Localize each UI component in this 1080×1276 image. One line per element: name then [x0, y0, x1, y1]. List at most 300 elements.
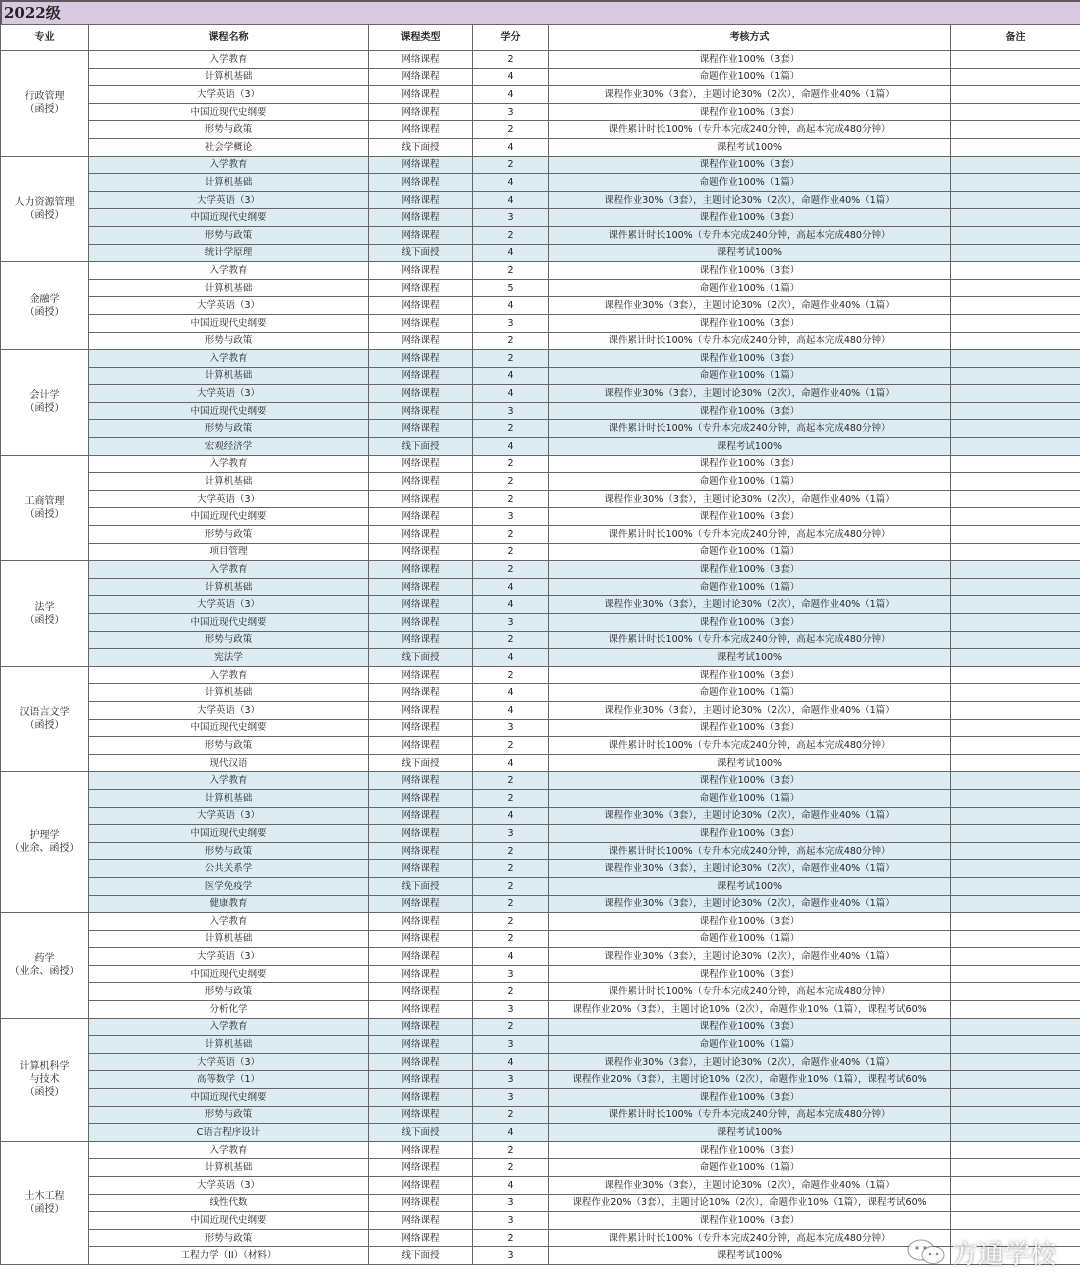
table-row	[1, 138, 1080, 156]
course-name-cell: 形势与政策	[89, 526, 369, 544]
remarks-cell	[951, 543, 1080, 561]
assessment-cell: 课件累计时长100%（专升本完成240分钟，高起本完成480分钟）	[549, 121, 951, 139]
credits-cell: 4	[473, 684, 549, 702]
table-row	[1, 262, 1080, 280]
assessment-cell: 课程作业100%（3套）	[549, 772, 951, 790]
assessment-cell: 命题作业100%（1篇）	[549, 578, 951, 596]
course-name-cell: 大学英语（3）	[89, 191, 369, 209]
assessment-cell: 课程作业100%（3套）	[549, 965, 951, 983]
remarks-cell	[951, 913, 1080, 931]
course-type-cell: 网络课程	[369, 965, 473, 983]
course-name-cell: 高等数学（1）	[89, 1071, 369, 1089]
table-row	[1, 455, 1080, 473]
assessment-cell: 课程作业30%（3套），主题讨论30%（2次），命题作业40%（1篇）	[549, 948, 951, 966]
course-type-cell: 网络课程	[369, 68, 473, 86]
course-type-cell: 网络课程	[369, 825, 473, 843]
assessment-cell: 课程作业100%（3套）	[549, 561, 951, 579]
credits-cell: 4	[473, 174, 549, 192]
remarks-cell	[951, 1036, 1080, 1054]
header-course-type: 课程类型	[369, 25, 473, 51]
table-row	[1, 526, 1080, 544]
remarks-cell	[951, 1177, 1080, 1195]
course-type-cell: 网络课程	[369, 226, 473, 244]
course-name-cell: 宏观经济学	[89, 438, 369, 456]
table-row	[1, 860, 1080, 878]
course-type-cell: 线下面授	[369, 244, 473, 262]
course-type-cell: 网络课程	[369, 913, 473, 931]
table-row	[1, 649, 1080, 667]
remarks-cell	[951, 209, 1080, 227]
table-row	[1, 438, 1080, 456]
remarks-cell	[951, 1124, 1080, 1142]
course-type-cell: 网络课程	[369, 1141, 473, 1159]
course-type-cell: 网络课程	[369, 262, 473, 280]
credits-cell: 4	[473, 385, 549, 403]
credits-cell: 2	[473, 262, 549, 280]
credits-cell: 4	[473, 138, 549, 156]
course-name-cell: 计算机基础	[89, 930, 369, 948]
assessment-cell: 课程作业100%（3套）	[549, 508, 951, 526]
course-table	[0, 24, 1080, 1265]
course-name-cell: 宪法学	[89, 649, 369, 667]
credits-cell: 2	[473, 121, 549, 139]
table-row	[1, 772, 1080, 790]
header-credits: 学分	[473, 25, 549, 51]
table-row	[1, 121, 1080, 139]
credits-cell: 3	[473, 965, 549, 983]
course-name-cell: 大学英语（3）	[89, 1177, 369, 1195]
table-row	[1, 666, 1080, 684]
table-body	[1, 51, 1080, 1265]
credits-cell: 3	[473, 1247, 549, 1265]
course-name-cell: 健康教育	[89, 895, 369, 913]
table-row	[1, 1036, 1080, 1054]
course-name-cell: 中国近现代史纲要	[89, 1212, 369, 1230]
course-name-cell: 形势与政策	[89, 737, 369, 755]
assessment-cell: 课程考试100%	[549, 1247, 951, 1265]
remarks-cell	[951, 983, 1080, 1001]
table-row	[1, 543, 1080, 561]
assessment-cell: 命题作业100%（1篇）	[549, 930, 951, 948]
course-type-cell: 网络课程	[369, 948, 473, 966]
remarks-cell	[951, 631, 1080, 649]
table-row	[1, 279, 1080, 297]
assessment-cell: 课程作业100%（3套）	[549, 614, 951, 632]
credits-cell: 2	[473, 631, 549, 649]
credits-cell: 4	[473, 86, 549, 104]
course-type-cell: 网络课程	[369, 121, 473, 139]
assessment-cell: 课程考试100%	[549, 649, 951, 667]
course-name-cell: 大学英语（3）	[89, 807, 369, 825]
course-name-cell: 入学教育	[89, 1141, 369, 1159]
course-type-cell: 网络课程	[369, 860, 473, 878]
assessment-cell: 课程作业100%（3套）	[549, 1212, 951, 1230]
course-type-cell: 网络课程	[369, 526, 473, 544]
watermark	[906, 1234, 1056, 1270]
assessment-cell: 课程作业100%（3套）	[549, 314, 951, 332]
table-row	[1, 789, 1080, 807]
course-type-cell: 网络课程	[369, 701, 473, 719]
assessment-cell: 课程作业100%（3套）	[549, 455, 951, 473]
remarks-cell	[951, 402, 1080, 420]
course-type-cell: 网络课程	[369, 1089, 473, 1107]
course-type-cell: 网络课程	[369, 1212, 473, 1230]
assessment-cell: 课程作业100%（3套）	[549, 913, 951, 931]
credits-cell: 2	[473, 543, 549, 561]
assessment-cell: 课件累计时长100%（专升本完成240分钟，高起本完成480分钟）	[549, 332, 951, 350]
table-row	[1, 314, 1080, 332]
course-name-cell: 中国近现代史纲要	[89, 719, 369, 737]
assessment-cell: 课件累计时长100%（专升本完成240分钟，高起本完成480分钟）	[549, 526, 951, 544]
course-name-cell: 计算机基础	[89, 68, 369, 86]
assessment-cell: 命题作业100%（1篇）	[549, 1159, 951, 1177]
course-name-cell: 大学英语（3）	[89, 596, 369, 614]
course-name-cell: 入学教育	[89, 350, 369, 368]
course-name-cell: 社会学概论	[89, 138, 369, 156]
course-name-cell: 线性代数	[89, 1194, 369, 1212]
assessment-cell: 课程作业100%（3套）	[549, 350, 951, 368]
course-name-cell: 项目管理	[89, 543, 369, 561]
course-name-cell: 形势与政策	[89, 842, 369, 860]
credits-cell: 2	[473, 455, 549, 473]
course-name-cell: 入学教育	[89, 1018, 369, 1036]
major-cell: 金融学 （函授）	[1, 262, 89, 350]
credits-cell: 3	[473, 402, 549, 420]
course-type-cell: 网络课程	[369, 631, 473, 649]
credits-cell: 2	[473, 332, 549, 350]
assessment-cell: 课程作业100%（3套）	[549, 1141, 951, 1159]
major-cell: 药学 （业余、函授）	[1, 913, 89, 1019]
assessment-cell: 课程作业30%（3套），主题讨论30%（2次），命题作业40%（1篇）	[549, 490, 951, 508]
assessment-cell: 课程作业100%（3套）	[549, 1089, 951, 1107]
credits-cell: 3	[473, 614, 549, 632]
assessment-cell: 命题作业100%（1篇）	[549, 68, 951, 86]
remarks-cell	[951, 420, 1080, 438]
course-type-cell: 网络课程	[369, 789, 473, 807]
header-remarks: 备注	[951, 25, 1080, 51]
credits-cell: 3	[473, 1194, 549, 1212]
course-type-cell: 线下面授	[369, 438, 473, 456]
assessment-cell: 课程作业20%（3套），主题讨论10%（2次），命题作业10%（1篇），课程考试60%	[549, 1001, 951, 1019]
major-cell: 工商管理 （函授）	[1, 455, 89, 561]
credits-cell: 2	[473, 1018, 549, 1036]
credits-cell: 2	[473, 1229, 549, 1247]
remarks-cell	[951, 948, 1080, 966]
table-row	[1, 965, 1080, 983]
credits-cell: 2	[473, 490, 549, 508]
course-name-cell: 中国近现代史纲要	[89, 508, 369, 526]
course-name-cell: 计算机基础	[89, 279, 369, 297]
chat-bubbles-icon	[906, 1238, 946, 1266]
credits-cell: 4	[473, 244, 549, 262]
course-type-cell: 网络课程	[369, 473, 473, 491]
assessment-cell: 课程考试100%	[549, 754, 951, 772]
credits-cell: 3	[473, 1036, 549, 1054]
course-name-cell: 中国近现代史纲要	[89, 209, 369, 227]
course-type-cell: 网络课程	[369, 719, 473, 737]
course-type-cell: 网络课程	[369, 737, 473, 755]
table-row	[1, 420, 1080, 438]
table-row	[1, 1071, 1080, 1089]
table-row	[1, 1124, 1080, 1142]
assessment-cell: 课件累计时长100%（专升本完成240分钟，高起本完成480分钟）	[549, 1229, 951, 1247]
course-type-cell: 线下面授	[369, 649, 473, 667]
remarks-cell	[951, 244, 1080, 262]
credits-cell: 3	[473, 314, 549, 332]
course-type-cell: 网络课程	[369, 367, 473, 385]
major-cell: 土木工程 （函授）	[1, 1141, 89, 1264]
course-name-cell: 计算机基础	[89, 473, 369, 491]
remarks-cell	[951, 51, 1080, 69]
remarks-cell	[951, 279, 1080, 297]
remarks-cell	[951, 860, 1080, 878]
credits-cell: 2	[473, 877, 549, 895]
course-name-cell: 入学教育	[89, 666, 369, 684]
table-row	[1, 508, 1080, 526]
table-row	[1, 402, 1080, 420]
course-name-cell: 中国近现代史纲要	[89, 103, 369, 121]
course-name-cell: 分析化学	[89, 1001, 369, 1019]
course-name-cell: 形势与政策	[89, 1229, 369, 1247]
table-row	[1, 385, 1080, 403]
assessment-cell: 课件累计时长100%（专升本完成240分钟，高起本完成480分钟）	[549, 737, 951, 755]
assessment-cell: 课程考试100%	[549, 138, 951, 156]
table-row	[1, 596, 1080, 614]
major-cell: 行政管理 （函授）	[1, 51, 89, 157]
table-row	[1, 930, 1080, 948]
course-type-cell: 网络课程	[369, 350, 473, 368]
remarks-cell	[951, 526, 1080, 544]
assessment-cell: 课程作业30%（3套），主题讨论30%（2次），命题作业40%（1篇）	[549, 701, 951, 719]
course-type-cell: 网络课程	[369, 51, 473, 69]
assessment-cell: 课件累计时长100%（专升本完成240分钟，高起本完成480分钟）	[549, 1106, 951, 1124]
table-row	[1, 1212, 1080, 1230]
credits-cell: 2	[473, 737, 549, 755]
remarks-cell	[951, 262, 1080, 280]
assessment-cell: 课程作业30%（3套），主题讨论30%（2次），命题作业40%（1篇）	[549, 860, 951, 878]
credits-cell: 3	[473, 508, 549, 526]
course-type-cell: 网络课程	[369, 1036, 473, 1054]
course-name-cell: 形势与政策	[89, 226, 369, 244]
assessment-cell: 命题作业100%（1篇）	[549, 1036, 951, 1054]
table-row	[1, 948, 1080, 966]
assessment-cell: 课程作业30%（3套），主题讨论30%（2次），命题作业40%（1篇）	[549, 895, 951, 913]
table-row	[1, 350, 1080, 368]
assessment-cell: 课程作业20%（3套），主题讨论10%（2次），命题作业10%（1篇），课程考试60%	[549, 1194, 951, 1212]
table-row	[1, 209, 1080, 227]
course-type-cell: 网络课程	[369, 1229, 473, 1247]
credits-cell: 4	[473, 754, 549, 772]
course-name-cell: 工程力学（II）（材料）	[89, 1247, 369, 1265]
course-name-cell: 形势与政策	[89, 121, 369, 139]
table-row	[1, 473, 1080, 491]
course-name-cell: 计算机基础	[89, 367, 369, 385]
remarks-cell	[951, 314, 1080, 332]
table-row	[1, 332, 1080, 350]
course-type-cell: 网络课程	[369, 332, 473, 350]
assessment-cell: 课程作业30%（3套），主题讨论30%（2次），命题作业40%（1篇）	[549, 297, 951, 315]
credits-cell: 2	[473, 156, 549, 174]
remarks-cell	[951, 578, 1080, 596]
course-type-cell: 网络课程	[369, 279, 473, 297]
assessment-cell: 课件累计时长100%（专升本完成240分钟，高起本完成480分钟）	[549, 983, 951, 1001]
credits-cell: 2	[473, 666, 549, 684]
credits-cell: 4	[473, 948, 549, 966]
course-name-cell: 入学教育	[89, 51, 369, 69]
assessment-cell: 课程作业100%（3套）	[549, 51, 951, 69]
course-name-cell: 形势与政策	[89, 1106, 369, 1124]
assessment-cell: 课程作业30%（3套），主题讨论30%（2次），命题作业40%（1篇）	[549, 596, 951, 614]
table-row	[1, 1141, 1080, 1159]
remarks-cell	[951, 596, 1080, 614]
course-type-cell: 网络课程	[369, 508, 473, 526]
remarks-cell	[951, 68, 1080, 86]
remarks-cell	[951, 490, 1080, 508]
course-name-cell: 中国近现代史纲要	[89, 614, 369, 632]
course-type-cell: 网络课程	[369, 561, 473, 579]
course-type-cell: 网络课程	[369, 455, 473, 473]
remarks-cell	[951, 842, 1080, 860]
major-cell: 汉语言文学 （函授）	[1, 666, 89, 772]
remarks-cell	[951, 561, 1080, 579]
header-assessment: 考核方式	[549, 25, 951, 51]
major-cell: 人力资源管理 （函授）	[1, 156, 89, 262]
watermark-text: 方通学校	[951, 1239, 1056, 1270]
course-type-cell: 网络课程	[369, 103, 473, 121]
course-name-cell: 中国近现代史纲要	[89, 402, 369, 420]
remarks-cell	[951, 121, 1080, 139]
table-row	[1, 842, 1080, 860]
credits-cell: 2	[473, 842, 549, 860]
table-row	[1, 156, 1080, 174]
course-type-cell: 网络课程	[369, 578, 473, 596]
course-name-cell: 形势与政策	[89, 983, 369, 1001]
assessment-cell: 课程作业100%（3套）	[549, 209, 951, 227]
credits-cell: 3	[473, 1212, 549, 1230]
remarks-cell	[951, 754, 1080, 772]
course-name-cell: 计算机基础	[89, 1159, 369, 1177]
remarks-cell	[951, 701, 1080, 719]
table-row	[1, 913, 1080, 931]
assessment-cell: 课程考试100%	[549, 877, 951, 895]
table-row	[1, 174, 1080, 192]
credits-cell: 2	[473, 895, 549, 913]
table-row	[1, 614, 1080, 632]
header-major: 专业	[1, 25, 89, 51]
assessment-cell: 课程作业20%（3套），主题讨论10%（2次），命题作业10%（1篇），课程考试60%	[549, 1071, 951, 1089]
remarks-cell	[951, 438, 1080, 456]
credits-cell: 2	[473, 51, 549, 69]
course-type-cell: 网络课程	[369, 314, 473, 332]
remarks-cell	[951, 226, 1080, 244]
table-row	[1, 68, 1080, 86]
table-row	[1, 297, 1080, 315]
sheet-title: 2022级	[0, 0, 1080, 25]
assessment-cell: 课程作业100%（3套）	[549, 1018, 951, 1036]
major-cell: 会计学 （函授）	[1, 350, 89, 456]
table-row	[1, 244, 1080, 262]
credits-cell: 2	[473, 930, 549, 948]
course-name-cell: 大学英语（3）	[89, 490, 369, 508]
credits-cell: 4	[473, 191, 549, 209]
credits-cell: 4	[473, 297, 549, 315]
credits-cell: 2	[473, 420, 549, 438]
course-name-cell: 入学教育	[89, 561, 369, 579]
credits-cell: 4	[473, 1177, 549, 1195]
table-row	[1, 807, 1080, 825]
assessment-cell: 命题作业100%（1篇）	[549, 174, 951, 192]
course-name-cell: 入学教育	[89, 772, 369, 790]
credits-cell: 4	[473, 807, 549, 825]
course-type-cell: 线下面授	[369, 138, 473, 156]
credits-cell: 2	[473, 772, 549, 790]
course-type-cell: 网络课程	[369, 1159, 473, 1177]
course-type-cell: 网络课程	[369, 174, 473, 192]
credits-cell: 3	[473, 825, 549, 843]
course-type-cell: 网络课程	[369, 666, 473, 684]
assessment-cell: 课程作业100%（3套）	[549, 103, 951, 121]
course-name-cell: 形势与政策	[89, 631, 369, 649]
credits-cell: 4	[473, 701, 549, 719]
table-row	[1, 51, 1080, 69]
remarks-cell	[951, 1053, 1080, 1071]
course-type-cell: 网络课程	[369, 297, 473, 315]
remarks-cell	[951, 103, 1080, 121]
course-name-cell: 形势与政策	[89, 420, 369, 438]
remarks-cell	[951, 1159, 1080, 1177]
table-row	[1, 684, 1080, 702]
course-type-cell: 网络课程	[369, 842, 473, 860]
table-row	[1, 578, 1080, 596]
remarks-cell	[951, 350, 1080, 368]
course-type-cell: 网络课程	[369, 614, 473, 632]
assessment-cell: 课程作业100%（3套）	[549, 666, 951, 684]
credits-cell: 2	[473, 860, 549, 878]
remarks-cell	[951, 789, 1080, 807]
major-cell: 法学 （函授）	[1, 561, 89, 667]
credits-cell: 4	[473, 438, 549, 456]
remarks-cell	[951, 877, 1080, 895]
credits-cell: 3	[473, 1071, 549, 1089]
assessment-cell: 课程作业30%（3套），主题讨论30%（2次），命题作业40%（1篇）	[549, 1053, 951, 1071]
credits-cell: 2	[473, 1141, 549, 1159]
course-name-cell: 医学免疫学	[89, 877, 369, 895]
course-name-cell: 入学教育	[89, 455, 369, 473]
assessment-cell: 课程作业30%（3套），主题讨论30%（2次），命题作业40%（1篇）	[549, 385, 951, 403]
course-name-cell: 公共关系学	[89, 860, 369, 878]
assessment-cell: 课件累计时长100%（专升本完成240分钟，高起本完成480分钟）	[549, 631, 951, 649]
remarks-cell	[951, 1001, 1080, 1019]
course-name-cell: 大学英语（3）	[89, 385, 369, 403]
course-name-cell: 中国近现代史纲要	[89, 965, 369, 983]
table-row	[1, 1194, 1080, 1212]
course-type-cell: 网络课程	[369, 1053, 473, 1071]
remarks-cell	[951, 965, 1080, 983]
course-type-cell: 网络课程	[369, 1106, 473, 1124]
credits-cell: 4	[473, 596, 549, 614]
table-row	[1, 1089, 1080, 1107]
table-row	[1, 103, 1080, 121]
header-course-name: 课程名称	[89, 25, 369, 51]
assessment-cell: 课程作业30%（3套），主题讨论30%（2次），命题作业40%（1篇）	[549, 1177, 951, 1195]
course-type-cell: 网络课程	[369, 596, 473, 614]
course-name-cell: 大学英语（3）	[89, 86, 369, 104]
table-row	[1, 1177, 1080, 1195]
table-row	[1, 895, 1080, 913]
course-name-cell: 入学教育	[89, 156, 369, 174]
credits-cell: 4	[473, 578, 549, 596]
header-row	[1, 25, 1080, 51]
